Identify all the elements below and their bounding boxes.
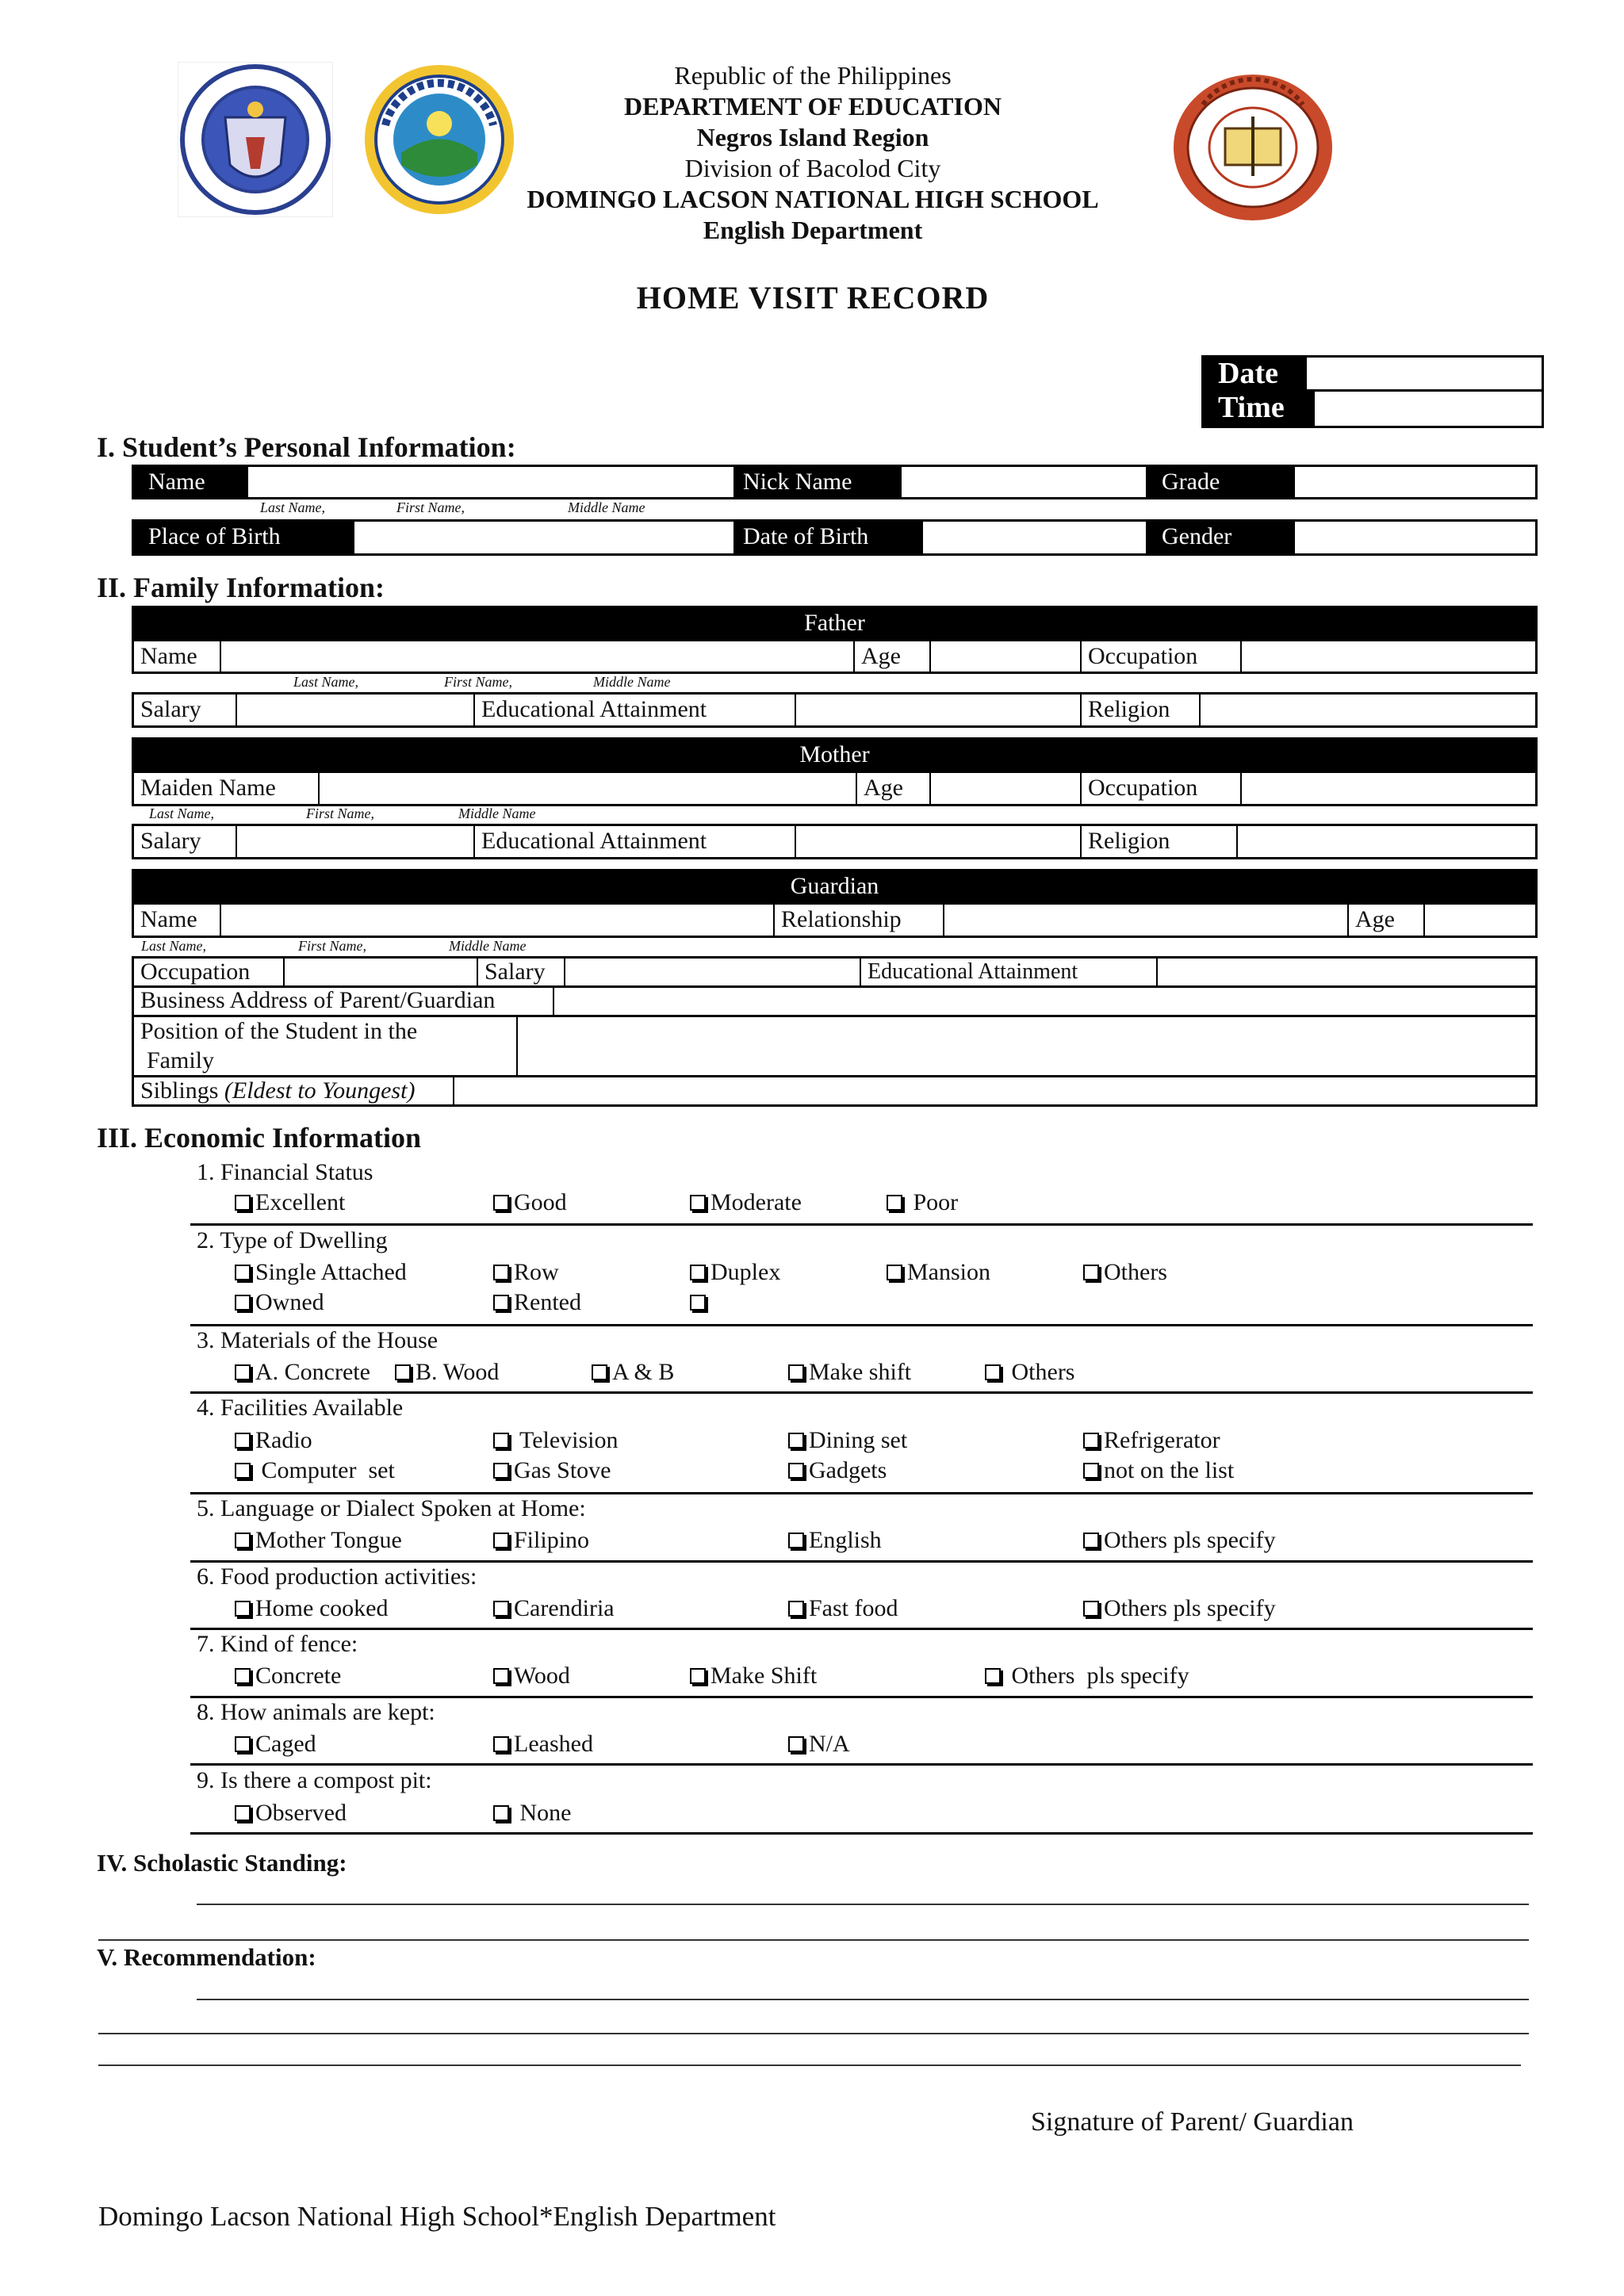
checkbox-icon[interactable] (1083, 1533, 1099, 1548)
mother-name-field[interactable] (320, 773, 857, 804)
option-rented[interactable] (493, 1289, 581, 1316)
question-label: 2. Type of Dwelling (197, 1227, 388, 1253)
name-hint: Middle Name (593, 674, 671, 690)
option-label: Others pls specify (1005, 1663, 1189, 1689)
option-label: Make Shift (710, 1663, 818, 1689)
business-address-row (132, 985, 1538, 1017)
checkbox-icon[interactable] (493, 1601, 509, 1617)
option-radio[interactable] (235, 1427, 312, 1454)
section-heading: II. Family Information: (97, 572, 385, 603)
checkbox-icon[interactable] (788, 1533, 804, 1548)
position-label-line: Family (147, 1047, 215, 1073)
checkbox-icon[interactable] (395, 1364, 411, 1380)
option-label: Carendiria (514, 1595, 615, 1621)
checkbox-icon[interactable] (887, 1195, 902, 1211)
father-age-field[interactable] (931, 641, 1082, 672)
divider (190, 1832, 1533, 1835)
option-concrete[interactable] (235, 1663, 341, 1689)
option-mansion[interactable] (887, 1259, 990, 1286)
checkbox-icon[interactable] (493, 1736, 509, 1752)
checkbox-icon[interactable] (235, 1668, 251, 1684)
checkbox-icon[interactable] (493, 1533, 509, 1548)
letterhead-line: Negros Island Region (696, 123, 929, 151)
option-label: Filipino (514, 1527, 590, 1553)
option-label: Single Attached (255, 1259, 407, 1285)
checkbox-icon[interactable] (985, 1364, 1001, 1380)
option-label: B. Wood (416, 1359, 500, 1385)
mother-occupation-field[interactable] (1242, 773, 1535, 804)
question-label: 3. Materials of the House (197, 1327, 439, 1353)
option-owned[interactable] (235, 1289, 324, 1316)
section-heading: IV. Scholastic Standing: (97, 1849, 347, 1877)
checkbox-icon[interactable] (1083, 1265, 1099, 1280)
father-name-row (132, 639, 1538, 674)
guardian-name-field[interactable] (221, 905, 775, 936)
option-label: Row (514, 1259, 559, 1285)
checkbox-icon[interactable] (690, 1295, 706, 1311)
page-title: HOME VISIT RECORD (636, 280, 990, 316)
option-label: not on the list (1104, 1457, 1235, 1483)
mother-details-row (132, 824, 1538, 859)
option-leashed[interactable] (493, 1731, 593, 1758)
checkbox-icon[interactable] (788, 1433, 804, 1448)
time-label: Time (1204, 392, 1315, 426)
mother-salary-field[interactable] (237, 826, 475, 857)
name-hint: First Name, (444, 674, 513, 690)
mother-religion-label: Religion (1082, 826, 1238, 857)
option-label: Wood (514, 1663, 570, 1689)
option-duplex[interactable] (690, 1259, 780, 1286)
checkbox-icon[interactable] (235, 1736, 251, 1752)
checkbox-icon[interactable] (235, 1805, 251, 1821)
option-single-attached[interactable] (235, 1259, 407, 1286)
option-label: Fast food (809, 1595, 898, 1621)
mother-maiden-name-label: Maiden Name (134, 773, 320, 804)
option-home-cooked[interactable] (235, 1595, 388, 1622)
mother-age-label: Age (857, 773, 931, 804)
divider (190, 1628, 1533, 1630)
option-label: Rented (514, 1289, 581, 1315)
guardian-occupation-field[interactable] (285, 959, 478, 985)
father-education-label: Educational Attainment (475, 695, 796, 725)
question-label: 4. Facilities Available (197, 1395, 404, 1421)
position-label (134, 1016, 518, 1075)
writing-line[interactable] (197, 1999, 1529, 2000)
grade-field[interactable] (1295, 467, 1535, 497)
option-gas-stove[interactable] (493, 1457, 611, 1484)
option-label: Observed (255, 1800, 347, 1826)
name-hint: Middle Name (568, 499, 645, 515)
question-label: 5. Language or Dialect Spoken at Home: (197, 1495, 586, 1521)
checkbox-icon[interactable] (1083, 1463, 1099, 1479)
option-label: Others pls specify (1104, 1595, 1276, 1621)
guardian-salary-field[interactable] (565, 959, 861, 985)
mother-salary-label: Salary (134, 826, 237, 857)
checkbox-icon[interactable] (235, 1364, 251, 1380)
father-education-field[interactable] (796, 695, 1082, 725)
option-label: Owned (255, 1289, 324, 1315)
father-name-field[interactable] (221, 641, 855, 672)
option-carendiria[interactable] (493, 1595, 615, 1622)
nick-name-field[interactable] (902, 467, 1147, 497)
father-salary-label: Salary (134, 695, 237, 725)
name-hint: First Name, (298, 938, 367, 954)
option-others-specify[interactable] (1083, 1595, 1276, 1622)
letterhead-line: English Department (703, 216, 923, 244)
option-label: Moderate (710, 1189, 802, 1215)
divider (190, 1763, 1533, 1766)
option-wood[interactable] (395, 1359, 499, 1386)
siblings-field[interactable] (454, 1077, 1535, 1104)
name-hint: Last Name, (141, 938, 207, 954)
option-label: Others (1005, 1359, 1075, 1385)
checkbox-icon[interactable] (887, 1265, 902, 1280)
option-wood[interactable] (493, 1663, 570, 1689)
birth-row (132, 519, 1538, 556)
option-english[interactable] (788, 1527, 882, 1554)
option-label: N/A (809, 1731, 850, 1757)
checkbox-icon[interactable] (493, 1295, 509, 1311)
date-of-birth-label: Date of Birth (735, 522, 923, 553)
option-moderate[interactable] (690, 1189, 802, 1216)
writing-line[interactable] (98, 2033, 1529, 2034)
guardian-salary-label: Salary (478, 959, 565, 985)
option-label: Computer set (255, 1457, 395, 1483)
divider (190, 1324, 1533, 1326)
option-label: None (514, 1800, 572, 1826)
option-label: Excellent (255, 1189, 346, 1215)
letterhead-line: DOMINGO LACSON NATIONAL HIGH SCHOOL (527, 185, 1099, 213)
option-poor[interactable] (887, 1189, 958, 1216)
option-refrigerator[interactable] (1083, 1427, 1220, 1454)
option-not-on-list[interactable] (1083, 1457, 1234, 1484)
mother-band: Mother (132, 737, 1538, 772)
position-label-line: Position of the Student in the (140, 1018, 418, 1044)
option-others[interactable] (985, 1359, 1074, 1386)
business-address-field[interactable] (554, 985, 1535, 1015)
option-others-specify[interactable] (1083, 1527, 1276, 1554)
option-observed[interactable] (235, 1800, 347, 1827)
siblings-label (134, 1077, 454, 1104)
option-make-shift[interactable] (788, 1359, 911, 1386)
divider (190, 1391, 1533, 1394)
option-label: Poor (907, 1189, 959, 1215)
option-label: Mansion (907, 1259, 990, 1285)
question-label: 1. Financial Status (197, 1159, 373, 1185)
checkbox-icon[interactable] (235, 1463, 251, 1479)
guardian-relationship-label: Relationship (775, 905, 944, 936)
letterhead-line: Division of Bacolod City (684, 154, 941, 182)
mother-age-field[interactable] (931, 773, 1082, 804)
checkbox-icon[interactable] (235, 1433, 251, 1448)
option-label: English (809, 1527, 882, 1553)
option-excellent[interactable] (235, 1189, 345, 1216)
gender-field[interactable] (1295, 522, 1535, 553)
father-religion-label: Religion (1082, 695, 1201, 725)
guardian-band: Guardian (132, 869, 1538, 904)
divider (190, 1696, 1533, 1698)
option-label: Dining set (809, 1427, 908, 1453)
option-label: Caged (255, 1731, 316, 1757)
guardian-education-label: Educational Attainment (861, 959, 1158, 985)
name-hint: Last Name, (260, 499, 326, 515)
guardian-age-label: Age (1349, 905, 1425, 936)
name-hint: Last Name, (293, 674, 359, 690)
checkbox-icon[interactable] (690, 1265, 706, 1280)
option-label: Home cooked (255, 1595, 389, 1621)
father-age-label: Age (855, 641, 931, 672)
father-occupation-field[interactable] (1242, 641, 1535, 672)
gender-label: Gender (1147, 522, 1295, 553)
position-row (132, 1015, 1538, 1077)
option-computer-set[interactable] (235, 1457, 395, 1484)
guardian-details-row (132, 956, 1538, 988)
business-address-label: Business Address of Parent/Guardian (134, 985, 554, 1015)
option-television[interactable] (493, 1427, 619, 1454)
checkbox-icon[interactable] (493, 1463, 509, 1479)
school-seal-icon (1171, 73, 1335, 222)
father-occupation-label: Occupation (1082, 641, 1242, 672)
question-label: 8. How animals are kept: (197, 1699, 435, 1725)
option-none[interactable] (493, 1800, 571, 1827)
mother-education-label: Educational Attainment (475, 826, 796, 857)
name-label: Name (134, 467, 248, 497)
siblings-label-text: Siblings (140, 1077, 219, 1104)
checkbox-icon[interactable] (788, 1601, 804, 1617)
checkbox-icon[interactable] (1083, 1601, 1099, 1617)
option-label: Concrete (255, 1663, 342, 1689)
option-label: Leashed (514, 1731, 593, 1757)
grade-label: Grade (1147, 467, 1295, 497)
guardian-relationship-field[interactable] (944, 905, 1349, 936)
father-name-label: Name (134, 641, 221, 672)
option-make-shift[interactable] (690, 1663, 817, 1689)
father-salary-field[interactable] (237, 695, 475, 725)
option-a-and-b[interactable] (592, 1359, 674, 1386)
section-heading: III. Economic Information (97, 1122, 422, 1154)
option-row[interactable] (493, 1259, 559, 1286)
checkbox-icon[interactable] (592, 1364, 607, 1380)
checkbox-icon[interactable] (493, 1195, 509, 1211)
father-band: Father (132, 606, 1538, 641)
divider (190, 1492, 1533, 1494)
deped-seal-icon (178, 62, 333, 217)
divider (190, 1223, 1533, 1226)
checkbox-icon[interactable] (788, 1463, 804, 1479)
place-of-birth-field[interactable] (354, 522, 735, 553)
divider (190, 1560, 1533, 1563)
checkbox-icon[interactable] (235, 1265, 251, 1280)
option-caged[interactable] (235, 1731, 316, 1758)
checkbox-icon[interactable] (235, 1295, 251, 1311)
checkbox-icon[interactable] (690, 1668, 706, 1684)
option-dining-set[interactable] (788, 1427, 907, 1454)
siblings-note: (Eldest to Youngest) (224, 1077, 416, 1104)
student-name-field[interactable] (248, 467, 735, 497)
nick-name-label: Nick Name (735, 467, 902, 497)
option-label: Mother Tongue (255, 1527, 402, 1553)
place-of-birth-label: Place of Birth (134, 522, 354, 553)
writing-line[interactable] (197, 1904, 1529, 1905)
option-mother-tongue[interactable] (235, 1527, 402, 1554)
question-label: 6. Food production activities: (197, 1563, 477, 1590)
date-time-box (1201, 355, 1544, 428)
option-blank[interactable] (690, 1289, 710, 1316)
mother-education-field[interactable] (796, 826, 1082, 857)
option-fast-food[interactable] (788, 1595, 898, 1622)
guardian-education-field[interactable] (1158, 959, 1535, 985)
question-label: 7. Kind of fence: (197, 1631, 358, 1657)
time-field[interactable] (1315, 392, 1542, 426)
option-label: Television (514, 1427, 619, 1453)
mother-occupation-label: Occupation (1082, 773, 1242, 804)
date-of-birth-field[interactable] (923, 522, 1147, 553)
option-label: Radio (255, 1427, 312, 1453)
letterhead (444, 60, 1182, 246)
option-label: Gadgets (809, 1457, 887, 1483)
guardian-age-field[interactable] (1425, 905, 1535, 936)
option-label: A. Concrete (255, 1359, 370, 1385)
letterhead-line: DEPARTMENT OF EDUCATION (624, 92, 1002, 121)
name-hint: Last Name, (149, 806, 215, 821)
father-religion-field[interactable] (1201, 695, 1535, 725)
signature-label: Signature of Parent/ Guardian (1031, 2107, 1354, 2137)
option-others-specify[interactable] (985, 1663, 1189, 1689)
option-label: Refrigerator (1104, 1427, 1220, 1453)
name-hint: Middle Name (449, 938, 527, 954)
date-field[interactable] (1307, 358, 1542, 389)
checkbox-icon[interactable] (235, 1601, 251, 1617)
guardian-occupation-label: Occupation (134, 959, 285, 985)
mother-name-row (132, 771, 1538, 806)
checkbox-icon[interactable] (690, 1195, 706, 1211)
question-label: 9. Is there a compost pit: (197, 1767, 432, 1793)
option-label: Gas Stove (514, 1457, 611, 1483)
position-field[interactable] (518, 1016, 1535, 1075)
option-label: Others pls specify (1104, 1527, 1276, 1553)
option-label: Good (514, 1189, 567, 1215)
letterhead-line: Republic of the Philippines (674, 61, 952, 90)
option-label: Others (1104, 1259, 1167, 1285)
checkbox-icon[interactable] (235, 1195, 251, 1211)
option-filipino[interactable] (493, 1527, 589, 1554)
checkbox-icon[interactable] (235, 1533, 251, 1548)
siblings-row (132, 1075, 1538, 1107)
guardian-name-label: Name (134, 905, 221, 936)
option-concrete[interactable] (235, 1359, 370, 1386)
student-name-row (132, 465, 1538, 499)
option-gadgets[interactable] (788, 1457, 887, 1484)
section-heading: I. Student’s Personal Information: (97, 431, 516, 463)
writing-line[interactable] (98, 1939, 1529, 1941)
section-heading: V. Recommendation: (97, 1943, 316, 1971)
checkbox-icon[interactable] (493, 1433, 509, 1448)
name-hint: First Name, (306, 806, 375, 821)
checkbox-icon[interactable] (788, 1364, 804, 1380)
checkbox-icon[interactable] (493, 1668, 509, 1684)
name-hint: First Name, (396, 499, 465, 515)
writing-line[interactable] (98, 2064, 1521, 2066)
checkbox-icon[interactable] (493, 1265, 509, 1280)
date-label: Date (1204, 358, 1307, 389)
checkbox-icon[interactable] (493, 1805, 509, 1821)
name-hint: Middle Name (458, 806, 536, 821)
checkbox-icon[interactable] (1083, 1433, 1099, 1448)
mother-religion-field[interactable] (1238, 826, 1535, 857)
option-others[interactable] (1083, 1259, 1167, 1286)
checkbox-icon[interactable] (985, 1668, 1001, 1684)
option-label: Duplex (710, 1259, 781, 1285)
checkbox-icon[interactable] (788, 1736, 804, 1752)
option-good[interactable] (493, 1189, 567, 1216)
option-na[interactable] (788, 1731, 850, 1758)
guardian-name-row (132, 902, 1538, 938)
option-label: Make shift (809, 1359, 912, 1385)
option-label: A & B (612, 1359, 675, 1385)
father-details-row (132, 692, 1538, 728)
page-footer: Domingo Lacson National High School*English Department (98, 2201, 776, 2232)
